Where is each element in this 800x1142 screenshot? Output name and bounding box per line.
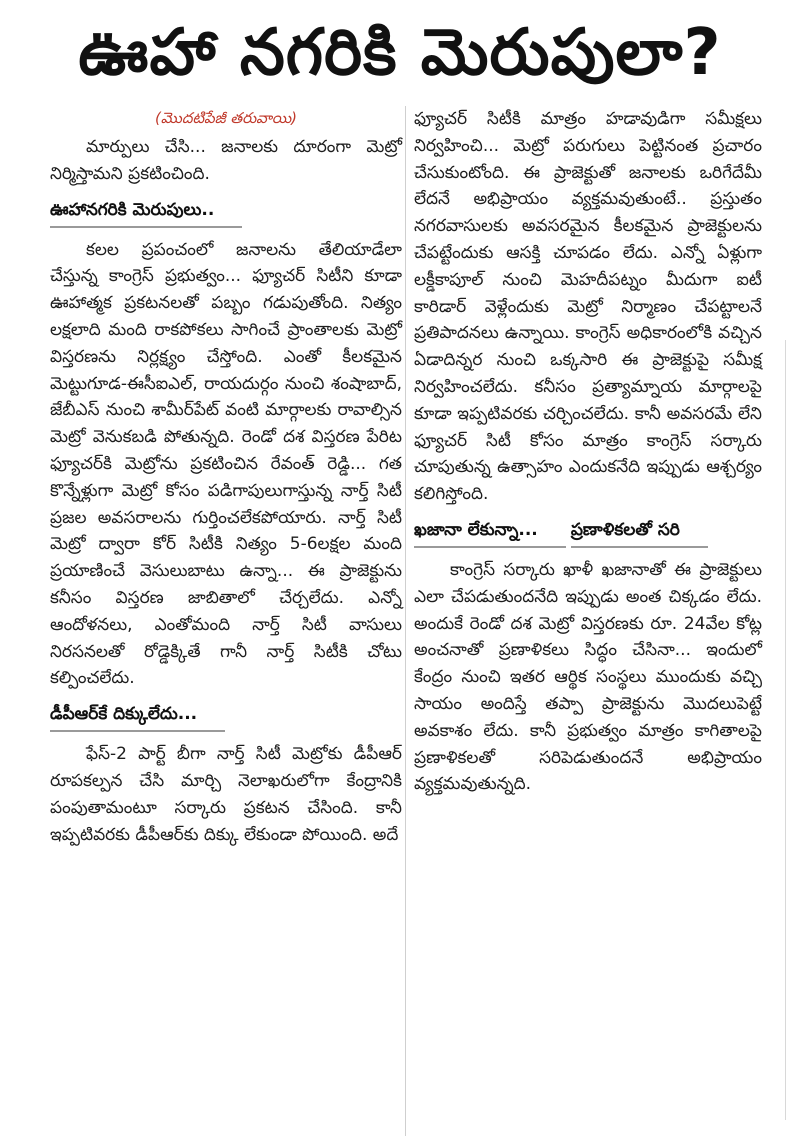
body-paragraph: ఫ్యూచర్ సిటీకి మాత్రం హడావుడిగా సమీక్షలు నిర్వహించి... మెట్రో పరుగులు పెట్టినంత ప్రచారం చేసుకుంటోంది. ఈ ప్రాజెక్టుతో జనాలకు ఒరిగేదేమీ లేదనే అభిప్రాయం వ్యక్తమవుతుంటే.. ప్రస్తుతం నగరవాసులకు అవసరమైన కీలకమైన ప్రాజెక్టులను చేపట్టేందుకు ఆసక్తి చూపడం లేదు. ఎన్నో ఏళ్లుగా లక్డీకాపూల్ నుంచి మెహదీపట్నం మీదుగా ఐటీ కారిడార్ వెళ్లేందుకు మెట్రో నిర్మాణం చేపట్టాలనే ప్రతిపాదనలు ఉన్నాయి. కాంగ్రెస్ అధికారంలోకి వచ్చిన ఏడాదిన్నర నుంచి ఒక్కసారి ఈ ప్రాజెక్టుపై సమీక్ష నిర్వహించలేదు. కనీసం ప్రత్యామ్నాయ మార్గాలపై కూడా ఇప్పటివరకు చర్చించలేదు. కానీ అవసరమే లేని ఫ్యూచర్ సిటీ కోసం మాత్రం కాంగ్రెస్ సర్కారు చూపుతున్న ఉత్సాహం ఎందుకనేది ఇప్పుడు ఆశ్చర్యం కలిగిస్తోంది. (414, 109, 762, 505)
body-paragraph: కాంగ్రెస్ సర్కారు ఖాళీ ఖజానాతో ఈ ప్రాజెక్టులు ఎలా చేపడుతుందనేది ఇప్పుడు అంత చిక్కడం లేదు. అందుకే రెండో దశ మెట్రో విస్తరణకు రూ. 24వేల కోట్ల అంచనాతో ప్రణాళికలు సిద్ధం చేసినా... ఇందులో కేంద్రం నుంచి ఇతర ఆర్థిక సంస్థలు ముందుకు వచ్చి సాయం అందిస్తే తప్పా ప్రాజెక్టును మొదలుపెట్టే అవకాశం లేదు. కానీ ప్రభుత్వం మాత్రం కాగితాలపై ప్రణాళికలతో సరిపెడుతుందనే అభిప్రాయం వ్యక్తమవుతున్నది. (414, 559, 762, 795)
continued-from-front-page-note: (మొదటిపేజీ తరువాయి) (154, 109, 298, 127)
subheading: ఊహానగరికి మెరుపులు.. (50, 195, 242, 228)
subheading: ప్రణాళికలతో సరి (571, 515, 708, 548)
subheading: డీపీఆర్‌కే దిక్కులేదు... (50, 699, 225, 732)
subheading: ఖజానా లేకున్నా... (414, 515, 566, 548)
body-paragraph: ఫేస్-2 పార్ట్ బీగా నార్త్ సిటీ మెట్రోకు డీపీఆర్ రూపకల్పన చేసి మార్చి నెలాఖరులోగా కేంద్రానికి పంపుతామంటూ సర్కారు ప్రకటన చేసింది. కానీ ఇప్పటివరకు డీపీఆర్‌కు దిక్కు లేకుండా పోయింది. అదే (50, 744, 402, 845)
headline: ఊహా నగరికి మెరుపులా? (78, 16, 722, 90)
body-paragraph: కలల ప్రపంచంలో జనాలను తేలియాడేలా చేస్తున్న కాంగ్రెస్ ప్రభుత్వం... ఫ్యూచర్ సిటీని కూడా ఊహాత్మక ప్రకటనలతో పబ్బం గడుపుతోంది. నిత్యం లక్షలాది మంది రాకపోకలు సాగించే ప్రాంతాలకు మెట్రో విస్తరణను నిర్లక్ష్యం చేస్తోంది. ఎంతో కీలకమైన మెట్టుగూడ-ఈసీఐఎల్, రాయదుర్గం నుంచి శంషాబాద్, జేబీఎస్ నుంచి శామీర్‌పేట్ వంటి మార్గాలకు రావాల్సిన మెట్రో వెనుకబడి పోతున్నది. రెండో దశ విస్తరణ పేరిట ఫ్యూచర్‌కి మెట్రోను ప్రకటించిన రేవంత్ రెడ్డి... గత కొన్నేళ్లుగా మెట్రో కోసం పడిగాపులుగాస్తున్న నార్త్ సిటీ ప్రజల అవసరాలను గుర్తించలేకపోయారు. నార్త్ సిటీ మెట్రో ద్వారా కోర్ సిటీకి నిత్యం 5-6లక్షల మంది ప్రయాణించే వెసులుబాటు ఉన్నా... ఈ ప్రాజెక్టును కనీసం విస్తరణ జాబితాలో చేర్చలేదు. ఎన్నో ఆందోళనలు, ఎంతోమంది నార్త్ సిటీ వాసులు నిరసనలతో రోడ్డెక్కితే గానీ నార్త్ సిటీకి చోటు కల్పించలేదు. (50, 239, 402, 689)
left-column (50, 106, 402, 848)
right-column (414, 106, 762, 798)
column-divider (405, 106, 406, 1136)
page-edge-line (785, 340, 786, 1120)
intro-paragraph: మార్పులు చేసి... జనాలకు దూరంగా మెట్రో నిర్మిస్తామని ప్రకటించింది. (50, 137, 402, 184)
